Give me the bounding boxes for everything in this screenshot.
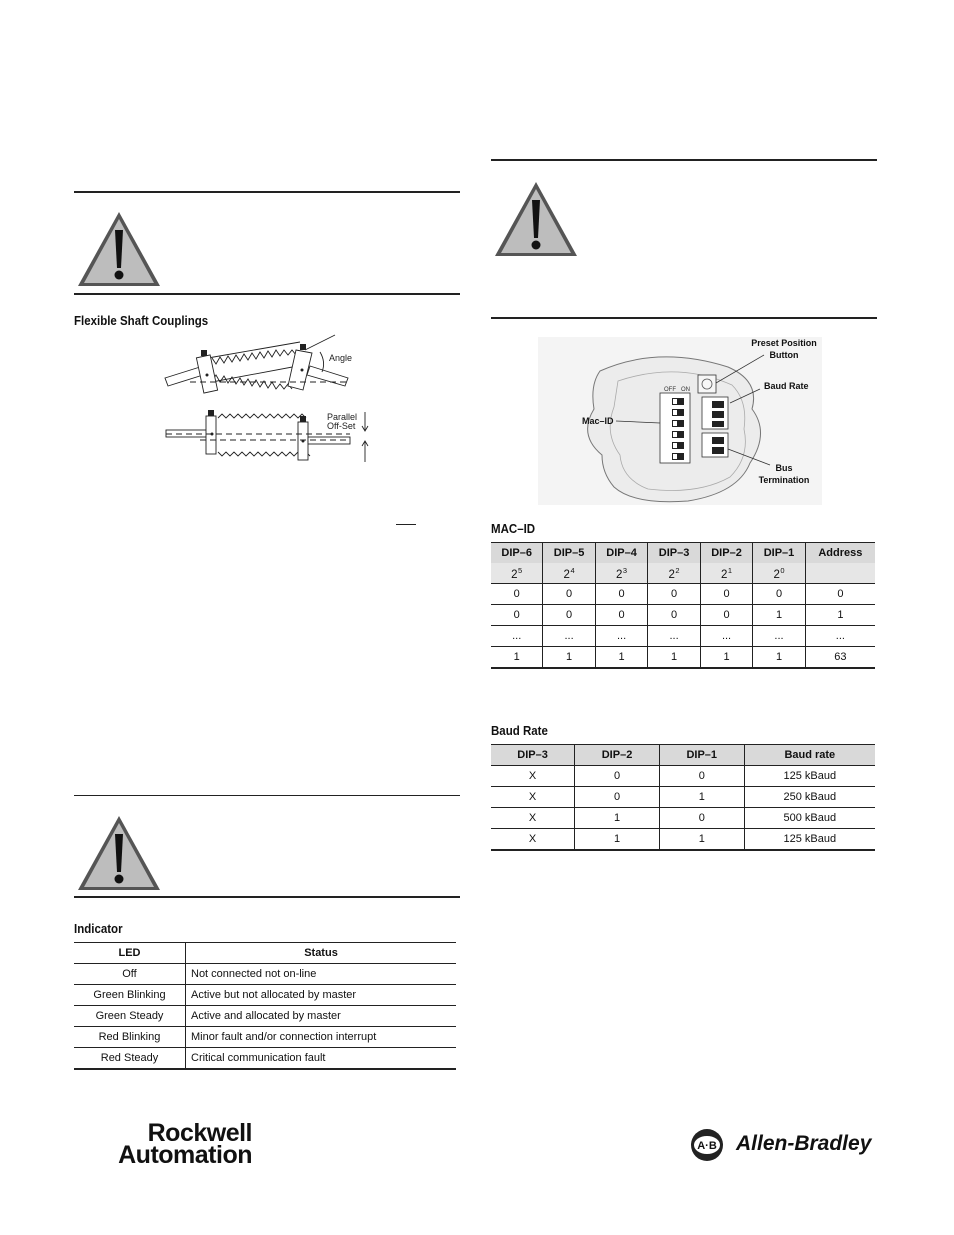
power-row — [491, 563, 875, 584]
rule-left-top — [74, 191, 460, 193]
shaft-coupling-diagram — [160, 330, 380, 470]
indicator-table — [74, 942, 456, 1070]
power-cell — [805, 563, 875, 584]
dip-4-header: DIP–4 — [595, 543, 647, 564]
rockwell-text: Rockwell — [147, 1119, 252, 1147]
led-cell: Off — [74, 964, 186, 985]
table-cell: 0 — [595, 584, 647, 605]
warning-triangle-icon — [76, 210, 162, 288]
led-cell: Red Steady — [74, 1048, 186, 1070]
led-column-header: LED — [74, 943, 186, 964]
rule-right-below-warning — [491, 317, 877, 319]
table-cell: 0 — [595, 605, 647, 626]
table-row — [491, 626, 875, 647]
warning-triangle-icon — [76, 814, 162, 892]
power-cell: $2^1$ — [700, 563, 752, 584]
dip-2-header: DIP–2 — [700, 543, 752, 564]
table-cell: X — [491, 808, 575, 829]
table-row — [491, 605, 875, 626]
table-cell: 1 — [595, 647, 647, 669]
warning-triangle-icon — [493, 180, 579, 258]
rule-left-mid — [74, 795, 460, 796]
dip-2-header: DIP–2 — [575, 745, 660, 766]
dip-6-header: DIP–6 — [491, 543, 543, 564]
off-label: OFF — [664, 387, 676, 393]
rockwell-automation-logo — [76, 1119, 252, 1169]
dip-5-header: DIP–5 — [543, 543, 595, 564]
table-cell: ... — [543, 626, 595, 647]
dip-1-header: DIP–1 — [753, 543, 805, 564]
angle-label: Angle — [329, 353, 353, 363]
table-row — [491, 787, 875, 808]
table-cell: 1 — [659, 787, 744, 808]
table-row — [74, 1048, 456, 1070]
table-cell: ... — [595, 626, 647, 647]
table-cell: 500 kBaud — [744, 808, 875, 829]
offset-label: Off-Set — [327, 421, 356, 431]
table-cell: 250 kBaud — [744, 787, 875, 808]
table-cell: 0 — [700, 584, 752, 605]
parallel-label: Parallel — [327, 412, 358, 422]
table-cell: 0 — [648, 605, 700, 626]
table-cell: 0 — [648, 584, 700, 605]
table-row — [491, 584, 875, 605]
ab-badge-text: A·B — [697, 1140, 717, 1152]
table-cell: ... — [805, 626, 875, 647]
power-cell: $2^3$ — [595, 563, 647, 584]
table-cell: 1 — [575, 829, 660, 851]
status-cell: Active but not allocated by master — [186, 985, 457, 1006]
power-cell: $2^4$ — [543, 563, 595, 584]
power-cell: $2^5$ — [491, 563, 543, 584]
baud-rate-table — [491, 744, 875, 851]
table-cell: 1 — [659, 829, 744, 851]
status-column-header: Status — [186, 943, 457, 964]
table-cell: 1 — [543, 647, 595, 669]
table-cell: 1 — [575, 808, 660, 829]
status-cell: Active and allocated by master — [186, 1006, 457, 1027]
table-cell: 125 kBaud — [744, 766, 875, 787]
status-cell: Not connected not on-line — [186, 964, 457, 985]
table-cell: 1 — [753, 605, 805, 626]
table-cell: 1 — [648, 647, 700, 669]
device-dip-switch-diagram — [538, 337, 822, 505]
table-cell: 0 — [805, 584, 875, 605]
table-cell: X — [491, 829, 575, 851]
table-cell: 0 — [700, 605, 752, 626]
table-cell: 0 — [753, 584, 805, 605]
rule-left-below-warning-1 — [74, 293, 460, 295]
table-cell: X — [491, 787, 575, 808]
baud-rate-label: Baud Rate — [764, 381, 809, 391]
table-row — [491, 829, 875, 851]
table-cell: 0 — [575, 766, 660, 787]
table-cell: 1 — [491, 647, 543, 669]
automation-text: Automation — [118, 1141, 252, 1169]
flexible-couplings-heading: Flexible Shaft Couplings — [74, 314, 209, 328]
table-cell: ... — [491, 626, 543, 647]
table-cell: 0 — [575, 787, 660, 808]
dip-3-header: DIP–3 — [491, 745, 575, 766]
table-row — [74, 1027, 456, 1048]
table-row — [74, 985, 456, 1006]
led-cell: Green Steady — [74, 1006, 186, 1027]
bus-label-1: Bus — [775, 463, 793, 473]
table-cell: 0 — [659, 808, 744, 829]
table-cell: 63 — [805, 647, 875, 669]
baud-rate-heading: Baud Rate — [491, 724, 548, 738]
small-rule — [396, 524, 416, 525]
power-cell: $2^0$ — [753, 563, 805, 584]
table-cell: 0 — [491, 584, 543, 605]
table-row — [491, 808, 875, 829]
allen-bradley-badge-icon — [690, 1128, 724, 1162]
on-label: ON — [681, 387, 690, 393]
table-cell: 1 — [805, 605, 875, 626]
table-cell: 0 — [659, 766, 744, 787]
led-cell: Red Blinking — [74, 1027, 186, 1048]
mac-id-label: Mac–ID — [582, 416, 614, 426]
table-row — [74, 964, 456, 985]
mac-id-heading: MAC–ID — [491, 522, 536, 536]
table-cell: 125 kBaud — [744, 829, 875, 851]
dip-3-header: DIP–3 — [648, 543, 700, 564]
table-cell: X — [491, 766, 575, 787]
led-cell: Green Blinking — [74, 985, 186, 1006]
table-row — [491, 647, 875, 669]
table-cell: 0 — [543, 605, 595, 626]
table-cell: ... — [648, 626, 700, 647]
table-cell: ... — [753, 626, 805, 647]
rule-left-below-warning-2 — [74, 896, 460, 898]
preset-label-1: Preset Position — [751, 338, 817, 348]
allen-bradley-name: Allen-Bradley — [736, 1132, 872, 1155]
table-row — [491, 766, 875, 787]
table-cell: 0 — [543, 584, 595, 605]
table-row — [74, 1006, 456, 1027]
address-header: Address — [805, 543, 875, 564]
table-cell: 0 — [491, 605, 543, 626]
power-cell: $2^2$ — [648, 563, 700, 584]
dip-1-header: DIP–1 — [659, 745, 744, 766]
table-cell: 1 — [700, 647, 752, 669]
bus-label-2: Termination — [758, 475, 810, 485]
preset-label-2: Button — [769, 350, 799, 360]
table-cell: 1 — [753, 647, 805, 669]
indicator-heading: Indicator — [74, 922, 123, 936]
table-cell: ... — [700, 626, 752, 647]
baud-rate-header: Baud rate — [744, 745, 875, 766]
rule-right-top — [491, 159, 877, 161]
mac-id-table — [491, 542, 875, 669]
status-cell: Critical communication fault — [186, 1048, 457, 1070]
status-cell: Minor fault and/or connection interrupt — [186, 1027, 457, 1048]
